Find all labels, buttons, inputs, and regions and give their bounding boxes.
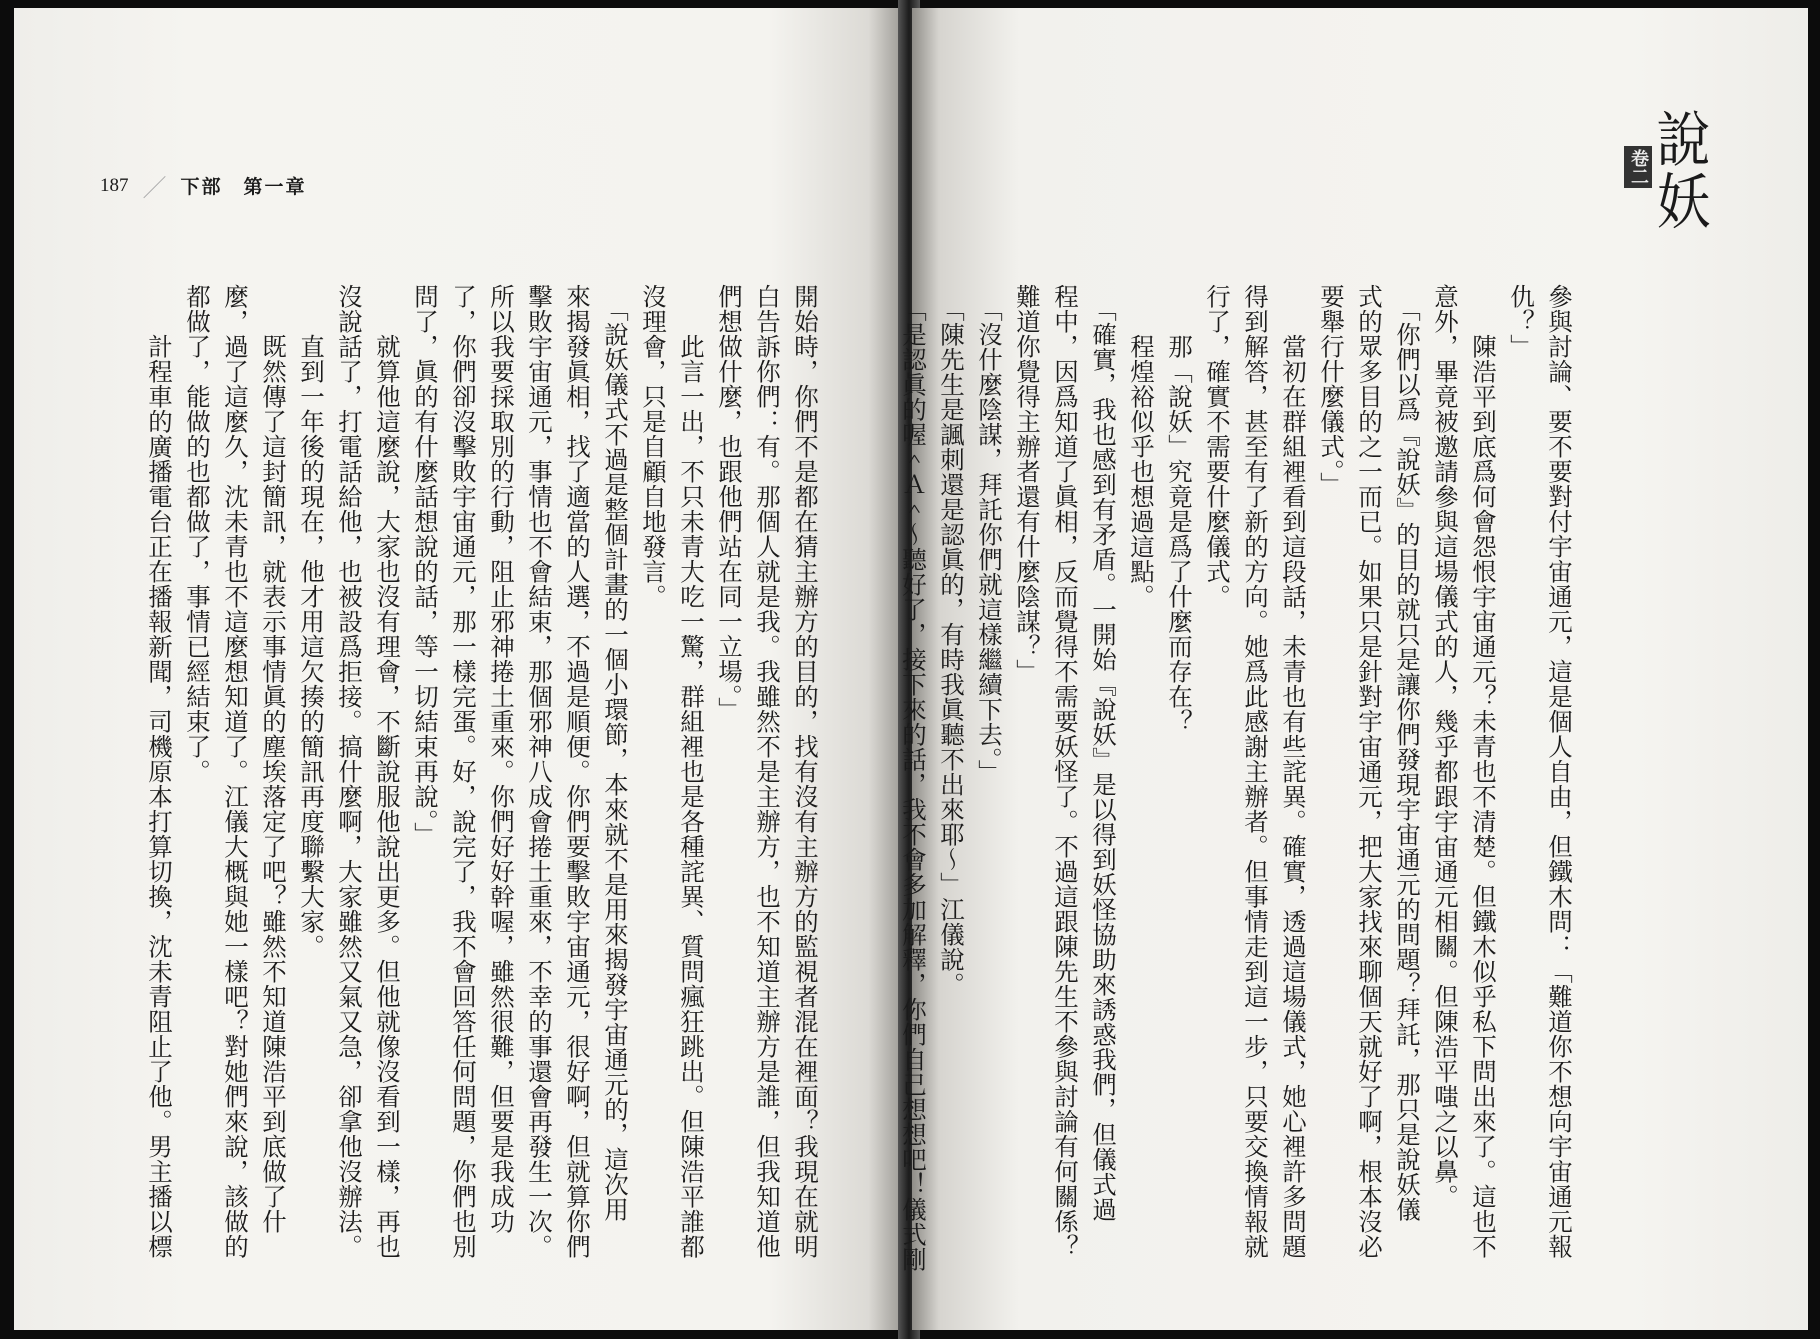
book-title-logo: 說妖	[1647, 108, 1711, 232]
text-column: 麼，過了這麼久，沈未青也不這麼想知道了。江儀大概與她一樣吧？對她們來說，該做的	[221, 284, 250, 1259]
chapter-title: 下部 第一章	[180, 176, 307, 198]
text-column: 就算他這麼說，大家也沒有理會，不斷說服他說出更多。但他就像沒看到一樣，再也	[373, 284, 402, 1259]
text-column: 直到一年後的現在，他才用這欠揍的簡訊再度聯繫大家。	[297, 284, 326, 959]
text-column: 沒說話了，打電話給他，也被設爲拒接。搞什麼啊，大家雖然又氣又急，卻拿他沒辦法。	[335, 284, 364, 1259]
text-column: 得到解答，甚至有了新的方向。她爲此感謝主辦者。但事情走到這一步，只要交換情報就	[1241, 284, 1270, 1259]
text-column: 意外，畢竟被邀請參與這場儀式的人，幾乎都跟宇宙通元相關。但陳浩平嗤之以鼻。	[1431, 284, 1460, 1209]
text-column: 「沒什麼陰謀，拜託你們就這樣繼續下去。」	[975, 284, 1004, 785]
text-column: 仇？」	[1507, 284, 1536, 359]
text-column: 程中，因爲知道了眞相，反而覺得不需要妖怪了。不過這跟陳先生不參與討論有何關係？	[1051, 284, 1080, 1259]
text-column: 「說妖儀式不過是整個計畫的一個小環節，本來就不是用來揭發宇宙通元的，這次用	[601, 284, 630, 1222]
text-column: 白告訴你們：有。那個人就是我。我雖然不是主辦方，也不知道主辦方是誰，但我知道他	[753, 284, 782, 1259]
text-column: 「是認眞的喔＾Ａ＾～聽好了，接下來的話，我不會多加解釋，你們自己想想吧！儀式剛	[899, 284, 928, 1272]
text-column: 那「說妖」究竟是爲了什麼而存在？	[1165, 284, 1194, 734]
text-column: 式的眾多目的之一而已。如果只是針對宇宙通元，把大家找來聊個天就好了啊，根本沒必	[1355, 284, 1384, 1259]
text-column: 擊敗宇宙通元，事情也不會結束，那個邪神八成會捲土重來，不幸的事還會再發生一次。	[525, 284, 554, 1259]
text-column: 既然傳了這封簡訊，就表示事情眞的塵埃落定了吧？雖然不知道陳浩平到底做了什	[259, 284, 288, 1234]
text-column: 「你們以爲『說妖』的目的就只是讓你們發現宇宙通元的問題？拜託，那只是說妖儀	[1393, 284, 1422, 1222]
text-column: 了，你們卻沒擊敗宇宙通元，那一樣完蛋。好，說完了，我不會回答任何問題，你們也別	[449, 284, 478, 1259]
text-column: 陳浩平到底爲何會怨恨宇宙通元？未青也不清楚。但鐵木似乎私下問出來了。這也不	[1469, 284, 1498, 1259]
running-head	[100, 168, 307, 203]
left-page-body-text	[140, 284, 824, 1284]
text-column: 參與討論、要不要對付宇宙通元，這是個人自由，但鐵木問：「難道你不想向宇宙通元報	[1545, 284, 1574, 1259]
volume-label: 卷二	[1624, 146, 1652, 188]
text-column: 沒理會，只是自顧自地發言。	[639, 284, 668, 609]
text-column: 問了，眞的有什麼話想說的話，等一切結束再說。」	[411, 284, 440, 847]
text-column: 要舉行什麼儀式。」	[1317, 284, 1346, 497]
text-column: 「確實，我也感到有矛盾。一開始『說妖』是以得到妖怪協助來誘惑我們，但儀式過	[1089, 284, 1118, 1222]
text-column: 們想做什麼，也跟他們站在同一立場。」	[715, 284, 744, 722]
right-page	[899, 8, 1808, 1330]
right-page-body-text	[894, 284, 1578, 1284]
text-column: 開始時，你們不是都在猜主辦方的目的，找有沒有主辦方的監視者混在裡面？我現在就明	[791, 284, 820, 1259]
text-column: 程煌裕似乎也想過這點。	[1127, 284, 1156, 609]
text-column: 難道你覺得主辦者還有什麼陰謀？」	[1013, 284, 1042, 684]
text-column: 計程車的廣播電台正在播報新聞，司機原本打算切換，沈未青阻止了他。男主播以標	[145, 284, 174, 1259]
text-column: 來揭發眞相，找了適當的人選，不過是順便。你們要擊敗宇宙通元，很好啊，但就算你們	[563, 284, 592, 1259]
page-number: 187	[100, 174, 129, 196]
left-page	[14, 8, 904, 1330]
text-column: 當初在群組裡看到這段話，未青也有些詫異。確實，透過這場儀式，她心裡許多問題	[1279, 284, 1308, 1259]
header-separator: ／	[142, 174, 167, 202]
text-column: 行了，確實不需要什麼儀式。	[1203, 284, 1232, 609]
text-column: 「陳先生是諷刺還是認眞的，有時我眞聽不出來耶～」江儀說。	[937, 284, 966, 997]
text-column: 都做了，能做的也都做了，事情已經結束了。	[183, 284, 212, 784]
text-column: 此言一出，不只未青大吃一驚，群組裡也是各種詫異、質問瘋狂跳出。但陳浩平誰都	[677, 284, 706, 1259]
text-column: 所以我要採取別的行動，阻止邪神捲土重來。你們好好幹喔，雖然很難，但要是我成功	[487, 284, 516, 1234]
